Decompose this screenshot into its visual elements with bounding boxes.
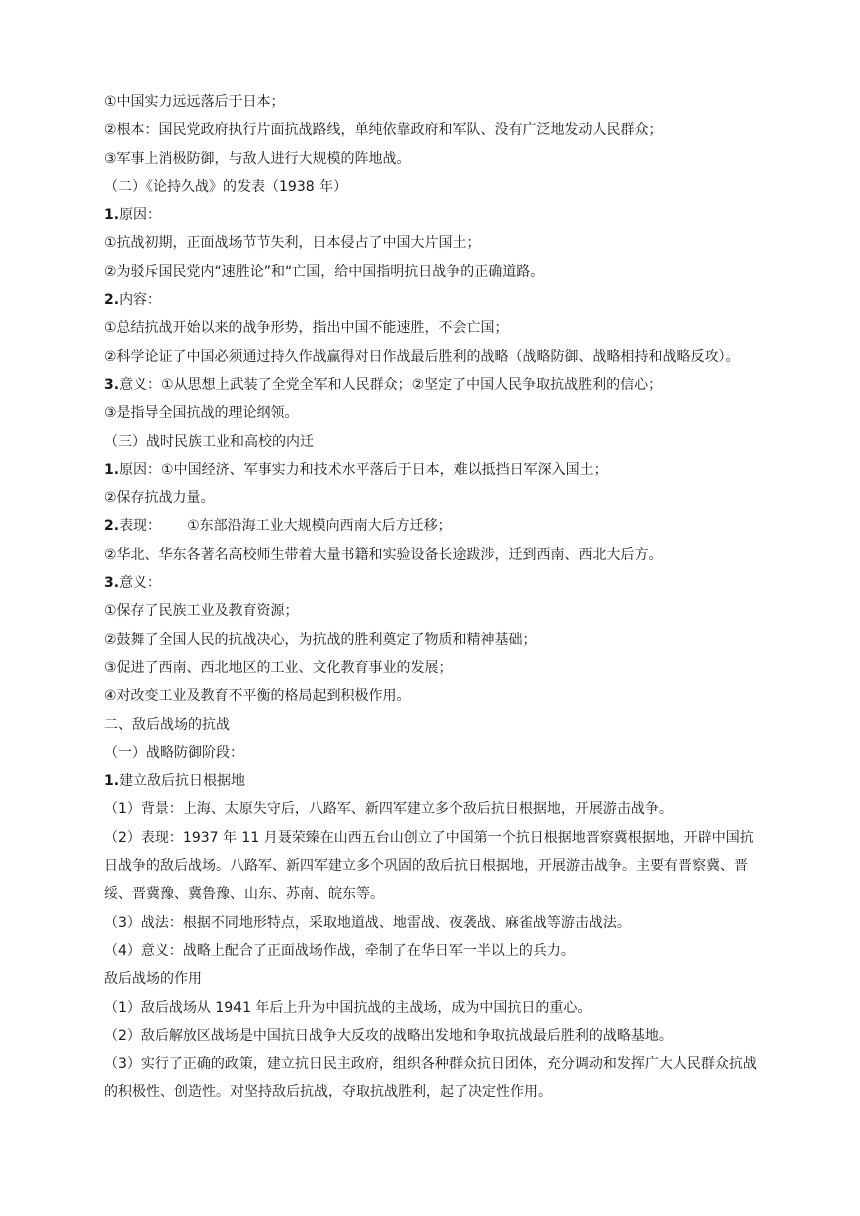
text-line: ②保存抗战力量。	[104, 490, 215, 507]
section-heading: （一）战略防御阶段：	[104, 744, 244, 761]
text-line: （3）实行了正确的政策，建立抗日民主政府，组织各种群众抗日团体，充分调动和发挥广大人民群众抗战的积极性、创造性。对坚持敌后抗战，夺取抗战胜利，起了决定性作用。	[104, 1056, 757, 1101]
item-number: 3.	[104, 575, 120, 592]
subheading	[104, 286, 800, 314]
item-text: ①东部沿海工业大规模向西南大后方迁移；	[187, 518, 452, 535]
text-line: ④对改变工业及教育不平衡的格局起到积极作用。	[104, 688, 411, 705]
subheading	[104, 512, 800, 540]
text-line: （1）敌后战场从 1941 年后上升为中国抗战的主战场，成为中国抗日的重心。	[104, 999, 592, 1016]
item-number: 1.	[104, 461, 120, 478]
text-line: （4）意义：战略上配合了正面战场作战，牵制了在华日军一半以上的兵力。	[104, 942, 575, 959]
section-heading: （三）战时民族工业和高校的内迁	[104, 433, 314, 450]
item-label: 内容：	[119, 292, 162, 309]
text-line: ②科学论证了中国必须通过持久作战赢得对日作战最后胜利的战略（战略防御、战略相持和战略反攻）。	[104, 348, 740, 365]
section-heading: 敌后战场的作用	[104, 971, 202, 988]
text-line: ②根本：国民党政府执行片面抗战路线，单纯依靠政府和军队、没有广泛地发动人民群众；	[104, 122, 663, 139]
text-line: （2）表现：1937 年 11 月聂荣臻在山西五台山创立了中国第一个抗日根据地晋察冀根据地，开辟中国抗日战争的敌后战场。八路军、新四军建立多个巩固的敌后抗日根据地，开展游击战争。主要有晋察冀、晋绥、晋冀豫、冀鲁豫、山东、苏南、皖东等。	[104, 829, 754, 903]
text-line: （1）背景：上海、太原失守后，八路军、新四军建立多个敌后抗日根据地，开展游击战争。	[104, 801, 673, 818]
subheading	[104, 201, 800, 229]
text-line: ②鼓舞了全国人民的抗战决心，为抗战的胜利奠定了物质和精神基础；	[104, 631, 537, 648]
text-line: ①抗战初期，正面战场节节失利，日本侵占了中国大片国土；	[104, 235, 481, 252]
text-line: （3）战法：根据不同地形特点，采取地道战、地雷战、夜袭战、麻雀战等游击战法。	[104, 914, 631, 931]
item-label: 意义：	[119, 575, 162, 592]
section-heading: 二、敌后战场的抗战	[104, 716, 230, 733]
item-number: 2.	[104, 292, 120, 309]
text-line: ③军事上消极防御，与敌人进行大规模的阵地战。	[104, 150, 411, 167]
text-line: ①保存了民族工业及教育资源；	[104, 603, 299, 620]
section-heading: （二）《论持久战》的发表（1938 年）	[104, 178, 348, 195]
subheading	[104, 767, 800, 795]
item-label: 建立敌后抗日根据地	[119, 773, 246, 790]
item-label: 原因：①中国经济、军事实力和技术水平落后于日本，难以抵挡日军深入国土；	[119, 461, 608, 478]
text-line: （2）敌后解放区战场是中国抗日战争大反攻的战略出发地和争取抗战最后胜利的战略基地。	[104, 1027, 673, 1044]
item-number: 3.	[104, 376, 120, 393]
item-label: 表现：	[119, 518, 162, 535]
item-number: 1.	[104, 207, 120, 224]
text-line: ③是指导全国抗战的理论纲领。	[104, 405, 299, 422]
item-number: 2.	[104, 518, 120, 535]
item-label: 意义：①从思想上武装了全党全军和人民群众；②坚定了中国人民争取抗战胜利的信心；	[119, 376, 663, 393]
item-label: 原因：	[119, 207, 162, 224]
text-line: ②为驳斥国民党内“速胜论”和“亡国，给中国指明抗日战争的正确道路。	[104, 263, 545, 280]
subheading	[104, 371, 800, 399]
subheading	[104, 456, 800, 484]
text-line: ②华北、华东各著名高校师生带着大量书籍和实验设备长途跋涉，迁到西南、西北大后方。	[104, 546, 663, 563]
item-number: 1.	[104, 773, 120, 790]
subheading	[104, 569, 800, 597]
text-line: ①中国实力远远落后于日本；	[104, 94, 285, 110]
text-line: ③促进了西南、西北地区的工业、文化教育事业的发展；	[104, 659, 453, 676]
text-line: ①总结抗战开始以来的战争形势，指出中国不能速胜，不会亡国；	[104, 320, 509, 337]
